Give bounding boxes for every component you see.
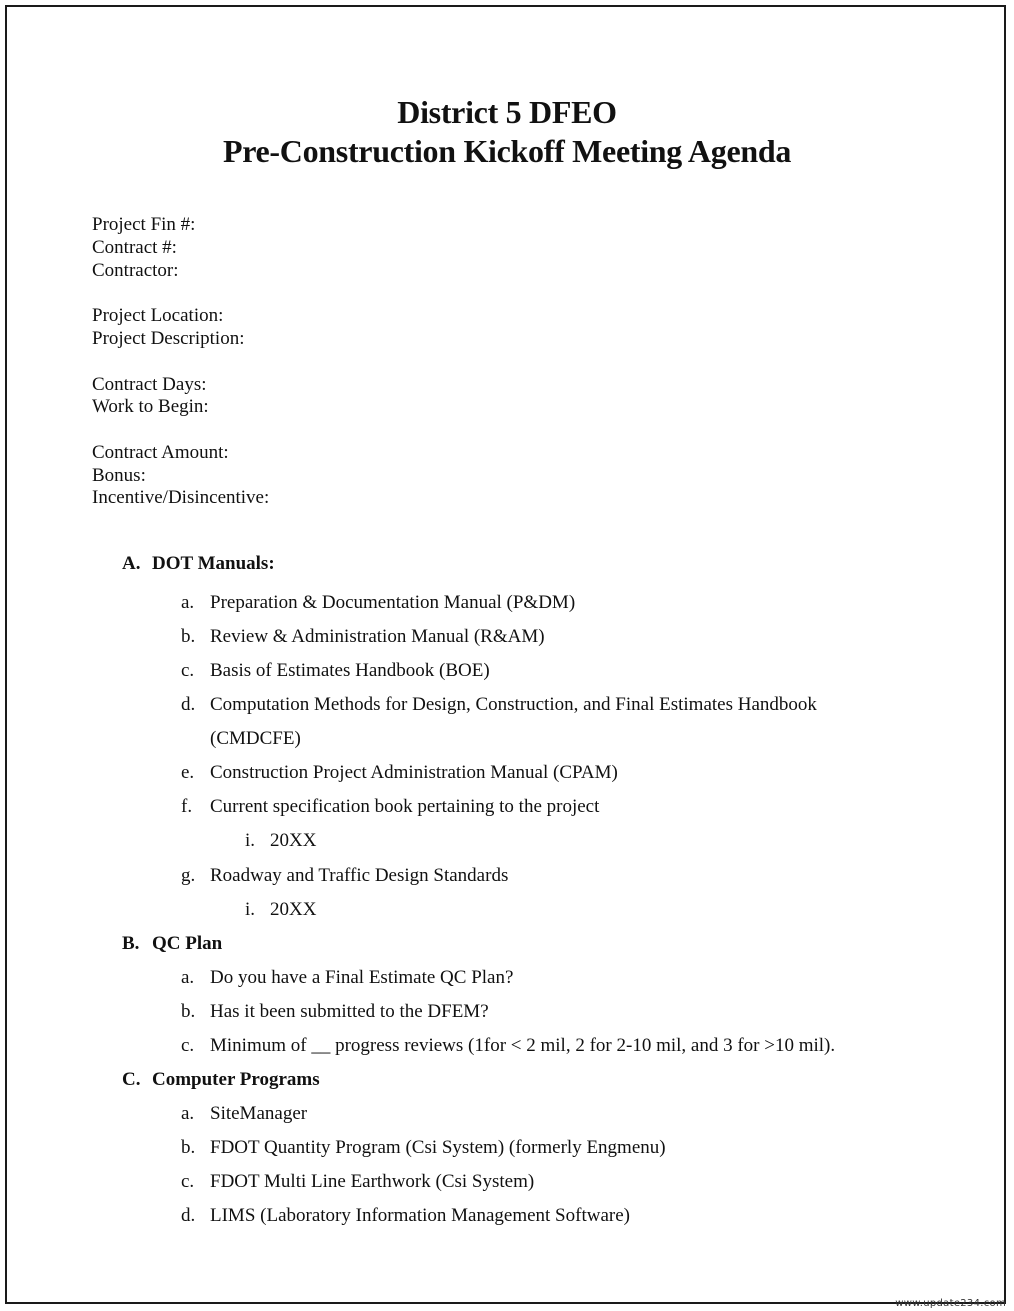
field-contract-days: Contract Days: bbox=[92, 374, 207, 395]
field-bonus: Bonus: bbox=[92, 465, 146, 486]
section-heading-computer-programs bbox=[122, 1068, 320, 1092]
watermark: www.update234.com bbox=[895, 1298, 1006, 1309]
list-marker: f. bbox=[181, 796, 193, 817]
list-marker: b. bbox=[181, 626, 196, 647]
list-item bbox=[181, 693, 817, 717]
list-item-text: Do you have a Final Estimate QC Plan? bbox=[210, 967, 514, 988]
field-incentive-disincentive: Incentive/Disincentive: bbox=[92, 487, 270, 508]
list-item-text: Review & Administration Manual (R&AM) bbox=[210, 626, 545, 647]
list-item-continuation: (CMDCFE) bbox=[210, 728, 301, 749]
section-letter: A. bbox=[122, 553, 141, 574]
list-item-text: FDOT Multi Line Earthwork (Csi System) bbox=[210, 1171, 535, 1192]
list-marker: c. bbox=[181, 1171, 195, 1192]
section-heading-dot-manuals bbox=[122, 552, 275, 576]
list-marker: c. bbox=[181, 1035, 195, 1056]
sub-list-item-text: 20XX bbox=[270, 830, 317, 851]
list-item bbox=[181, 1204, 630, 1228]
list-item-text: Current specification book pertaining to the project bbox=[210, 796, 600, 817]
section-letter: B. bbox=[122, 933, 140, 954]
list-marker: b. bbox=[181, 1137, 196, 1158]
list-item-text: Roadway and Traffic Design Standards bbox=[210, 865, 509, 886]
list-item bbox=[181, 659, 490, 683]
field-project-location: Project Location: bbox=[92, 305, 224, 326]
list-item bbox=[181, 1000, 489, 1024]
page-border bbox=[5, 5, 1006, 1304]
list-item bbox=[181, 864, 508, 888]
list-marker: d. bbox=[181, 1205, 196, 1226]
list-marker: d. bbox=[181, 694, 196, 715]
list-marker: a. bbox=[181, 967, 195, 988]
sub-list-marker: i. bbox=[245, 899, 256, 920]
field-project-description: Project Description: bbox=[92, 328, 245, 349]
sub-list-item-text: 20XX bbox=[270, 899, 317, 920]
list-item-text: Computation Methods for Design, Construction, and Final Estimates Handbook bbox=[210, 694, 817, 715]
document-subtitle: Pre-Construction Kickoff Meeting Agenda bbox=[222, 133, 792, 169]
field-contract-amount: Contract Amount: bbox=[92, 442, 229, 463]
section-heading-qc-plan bbox=[122, 932, 222, 956]
field-contract-number: Contract #: bbox=[92, 237, 177, 258]
sub-list-marker: i. bbox=[245, 830, 256, 851]
list-item-text: Minimum of __ progress reviews (1for < 2 mil, 2 for 2-10 mil, and 3 for >10 mil). bbox=[210, 1035, 836, 1056]
list-item bbox=[181, 1136, 666, 1160]
list-item-text: Preparation & Documentation Manual (P&DM) bbox=[210, 592, 576, 613]
sub-list-item bbox=[245, 898, 316, 922]
field-project-fin: Project Fin #: bbox=[92, 214, 196, 235]
section-title: QC Plan bbox=[152, 933, 223, 954]
list-marker: e. bbox=[181, 762, 195, 783]
list-item bbox=[181, 1170, 534, 1194]
list-marker: a. bbox=[181, 592, 195, 613]
section-title: Computer Programs bbox=[152, 1069, 320, 1090]
list-item bbox=[181, 625, 545, 649]
document-title: District 5 DFEO bbox=[397, 94, 617, 130]
list-marker: c. bbox=[181, 660, 195, 681]
list-item bbox=[181, 1034, 835, 1058]
list-marker: g. bbox=[181, 865, 196, 886]
field-work-to-begin: Work to Begin: bbox=[92, 396, 209, 417]
section-letter: C. bbox=[122, 1069, 141, 1090]
list-item-text: Construction Project Administration Manual (CPAM) bbox=[210, 762, 618, 783]
section-title: DOT Manuals: bbox=[152, 553, 275, 574]
field-contractor: Contractor: bbox=[92, 260, 179, 281]
list-item-text: LIMS (Laboratory Information Management Software) bbox=[210, 1205, 630, 1226]
list-item-text: Has it been submitted to the DFEM? bbox=[210, 1001, 489, 1022]
list-item bbox=[181, 795, 599, 819]
list-marker: b. bbox=[181, 1001, 196, 1022]
list-item-text: SiteManager bbox=[210, 1103, 308, 1124]
list-item bbox=[181, 591, 575, 615]
sub-list-item bbox=[245, 829, 316, 853]
list-item bbox=[181, 1102, 307, 1126]
list-marker: a. bbox=[181, 1103, 195, 1124]
list-item bbox=[181, 761, 618, 785]
list-item-text: FDOT Quantity Program (Csi System) (formerly Engmenu) bbox=[210, 1137, 666, 1158]
list-item-text: Basis of Estimates Handbook (BOE) bbox=[210, 660, 490, 681]
list-item bbox=[181, 966, 513, 990]
